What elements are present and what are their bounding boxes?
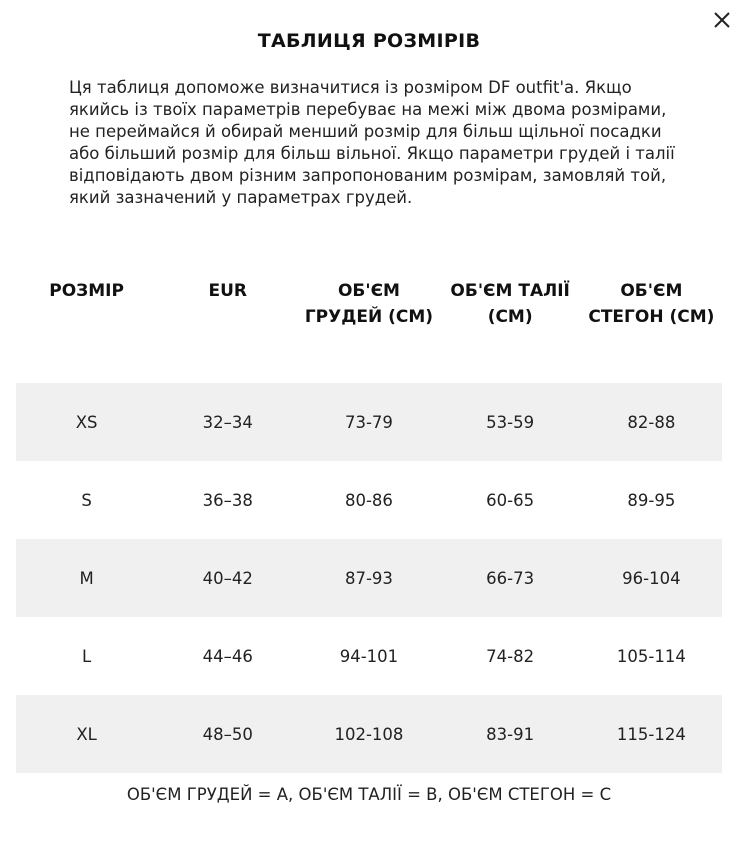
column-header: ОБ'ЄМ ТАЛІЇ (СМ) (450, 281, 570, 327)
table-cell: XL (16, 695, 157, 773)
table-cell: XS (16, 383, 157, 461)
table-cell: 36–38 (202, 490, 253, 510)
column-header: ОБ'ЄМ СТЕГОН (СМ) (588, 281, 715, 327)
column-header: EUR (208, 281, 248, 301)
table-body (16, 383, 722, 773)
table-cell: 102-108 (298, 695, 439, 773)
table-cell: S (81, 490, 92, 510)
column-header: РОЗМІР (49, 281, 124, 301)
table-row (16, 617, 722, 695)
table-cell: 32–34 (157, 383, 298, 461)
table-cell: 87-93 (298, 539, 439, 617)
table-cell: 48–50 (157, 695, 298, 773)
legend-text: ОБ'ЄМ ГРУДЕЙ = A, ОБ'ЄМ ТАЛІЇ = B, ОБ'ЄМ СТЕГОН = C (126, 785, 612, 804)
table-cell: 80-86 (344, 490, 393, 510)
table-cell: 60-65 (486, 490, 535, 510)
close-icon (710, 8, 734, 32)
table-cell: 96-104 (581, 539, 722, 617)
page-title: ТАБЛИЦЯ РОЗМІРІВ (257, 30, 481, 52)
table-row (16, 383, 722, 461)
column-header: ОБ'ЄМ ГРУДЕЙ (СМ) (304, 281, 434, 327)
table-row (16, 695, 722, 773)
table-cell: M (16, 539, 157, 617)
table-row (16, 539, 722, 617)
intro-text: Ця таблиця допоможе визначитися із розміром DF outfit'a. Якщо якийсь із твоїх параметрів перебуває на межі між двома розмірами, не переймайся й обирай менший розмір для більш щільної посадки або більший розмір для більш вільної. Якщо параметри грудей і талії відповідають двом різним запропонованим розмірам, замовляй той, який зазначений у параметрах грудей. (69, 78, 675, 207)
table-cell: 82-88 (581, 383, 722, 461)
table-row (16, 461, 722, 539)
size-table (16, 278, 722, 773)
table-cell: 66-73 (440, 539, 581, 617)
table-cell: 73-79 (298, 383, 439, 461)
table-cell: 83-91 (440, 695, 581, 773)
table-cell: 44–46 (202, 646, 253, 666)
table-cell: 89-95 (627, 490, 676, 510)
close-button[interactable] (710, 8, 734, 32)
table-header-row (16, 278, 722, 383)
table-cell: 115-124 (581, 695, 722, 773)
table-cell: 74-82 (486, 646, 535, 666)
table-cell: 53-59 (440, 383, 581, 461)
table-cell: 94-101 (339, 646, 399, 666)
table-cell: L (81, 646, 92, 666)
table-cell: 40–42 (157, 539, 298, 617)
table-cell: 105-114 (616, 646, 686, 666)
